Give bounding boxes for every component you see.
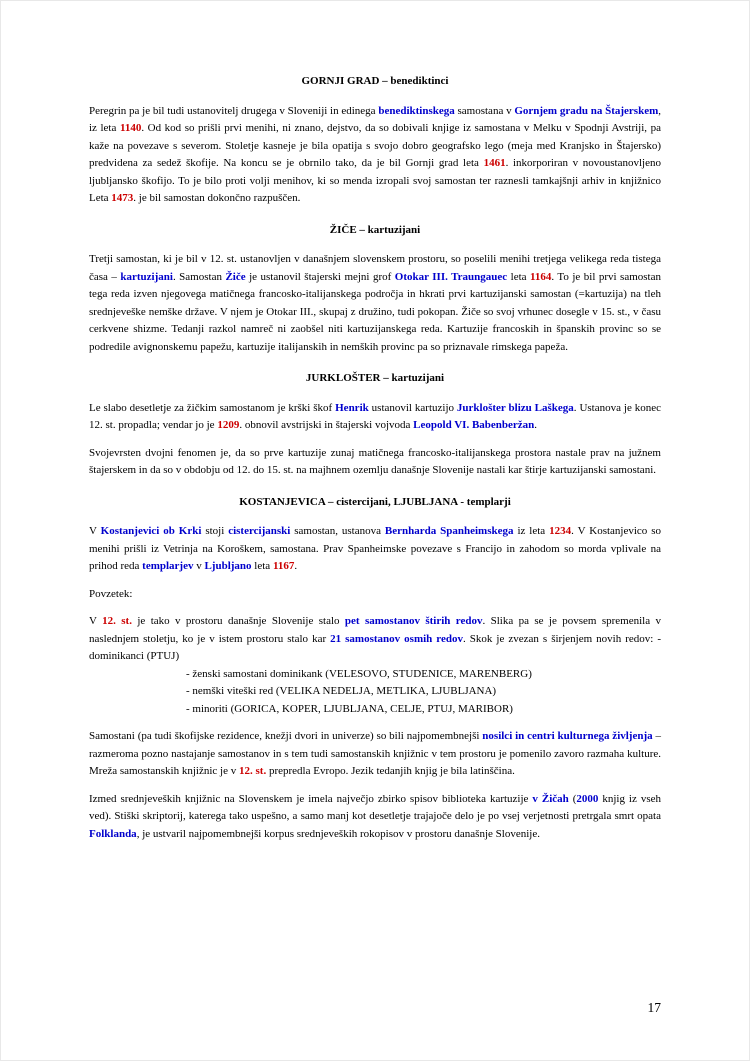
paragraph — [89, 445, 664, 480]
text-run: - ženski samostani dominikank (VELESOVO, STUDENICE, MARENBERG) — [186, 667, 532, 680]
text-run: ustanovil kartuzijo — [368, 401, 457, 414]
text-run: prepredla Evropo. Jezik tedanjih knjig je bila latinščina. — [266, 765, 515, 777]
text-run: Povzetek: — [89, 587, 133, 600]
highlighted-text-run: Folklanda — [89, 827, 137, 840]
text-run: knjig iz vseh ved). Stiški skriptorij, katerega tako uspešno, a samo manj kot desetletje trajajoče delo je po vsej verjetnosti pretrgala smrt opata — [89, 792, 664, 822]
text-run: stoji — [201, 525, 229, 537]
highlighted-text-run: 12. st. — [239, 765, 267, 777]
highlighted-text-run: Bernharda Spanheimskega — [384, 525, 514, 537]
highlighted-text-run: Otokar III. Traungauec — [394, 270, 508, 283]
highlighted-text-run: 1234 — [549, 525, 572, 537]
text-run: je tako v prostoru današnje Slovenije stalo — [131, 615, 345, 627]
highlighted-text-run: benediktinskega — [378, 104, 455, 117]
text-run: – razmeroma pozno nastajanje samostanov in s tem tudi samostanskih knjižnic v tem prostoru je pomenilo zavoro razmaha kulture. Mreža samostanskih knjižnic je v — [89, 730, 664, 777]
document-body — [1, 1, 749, 843]
text-run: V — [89, 615, 103, 627]
highlighted-text-run: 1167 — [272, 560, 295, 572]
highlighted-text-run: 1164 — [530, 270, 552, 283]
text-run: samostana v — [454, 104, 515, 117]
text-run: . je bil samostan dokončno razpuščen. — [133, 192, 301, 204]
section-heading — [89, 222, 661, 240]
highlighted-text-run: 21 samostanov osmih redov — [330, 632, 463, 645]
highlighted-text-run: 1473 — [111, 192, 134, 204]
highlighted-text-run: kartuzijani — [120, 270, 173, 283]
text-run: Peregrin pa je bil tudi ustanovitelj drugega v Sloveniji in edinega — [89, 104, 379, 117]
text-run: KOSTANJEVICA – cistercijani, LJUBLJANA - templarji — [239, 495, 511, 508]
text-run: . Slika pa se je povsem spremenila v naslednjem stoletju, ko je v istem prostoru stalo kar — [89, 615, 664, 645]
text-run: je ustanovil štajerski mejni grof — [245, 270, 395, 283]
text-run: - nemški viteški red (VELIKA NEDELJA, METLIKA, LJUBLJANA) — [186, 685, 497, 697]
text-run: ( — [568, 792, 577, 805]
section-heading — [89, 73, 661, 91]
highlighted-text-run: nosilci in centri kulturnega življenja — [482, 730, 653, 742]
paragraph — [89, 523, 664, 576]
highlighted-text-run: 12. st. — [102, 615, 132, 627]
highlighted-text-run: cistercijanski — [228, 525, 291, 537]
text-run: . V Kostanjevico so menihi prišli iz Vetrinja na Koroškem, samostana. Prav Spanheimske povezave s Francijo in zahodom so morda vplivale na prihod reda — [89, 525, 664, 572]
text-run: . — [294, 560, 298, 572]
text-run: Izmed srednjeveških knjižnic na Slovenskem je imela največjo zbirko spisov biblioteka kartuzije — [89, 792, 533, 805]
highlighted-text-run: templarjev — [142, 560, 194, 572]
text-run: . — [534, 419, 538, 431]
highlighted-text-run: Leopold VI. Babenberžan — [413, 419, 535, 431]
page-number: 17 — [647, 1000, 661, 1015]
highlighted-text-run: Henrik — [335, 401, 369, 414]
text-run: - minoriti (GORICA, KOPER, LJUBLJANA, CELJE, PTUJ, MARIBOR) — [186, 702, 513, 715]
paragraph — [89, 251, 664, 356]
section-heading — [89, 494, 661, 512]
text-run: v — [193, 560, 205, 572]
text-run: , iz leta — [89, 104, 664, 134]
text-run: iz leta — [513, 525, 550, 537]
paragraph — [89, 103, 664, 208]
text-run: GORNJI GRAD – benediktinci — [301, 75, 449, 87]
indented-line — [186, 701, 661, 719]
text-run: . To je bil prvi samostan tega reda izven njegovega matičnega francosko-italijanskega področja in hkrati prvi kartuzijanski samostan (=kartuzija) na tleh srednjeveške nemške države. V njem je Otokar III., skupaj z družino, tudi pokopan. Žiče so svoj vrhunec dosegle v 15. st., v času cerkvene shizme. Tedanji razkol namreč ni zaobšel niti kartuzijanskega reda. Kartuzije francoskih in španskih provinc so se podredile avignonskemu papežu, kartuzije italijanskih in nemških provinc pa so priznavale rimskega papeža. — [89, 270, 664, 353]
indented-line — [186, 666, 661, 684]
text-run: Le slabo desetletje za žičkim samostanom je krški škof — [89, 401, 336, 414]
paragraph — [89, 613, 667, 666]
paragraph — [89, 791, 664, 844]
text-run: samostan, ustanova — [290, 525, 385, 537]
highlighted-text-run: Gornjem gradu na Štajerskem — [514, 104, 659, 117]
text-run: ŽIČE – kartuzijani — [329, 223, 421, 236]
text-run: leta — [507, 270, 530, 283]
text-run: Samostani (pa tudi škofijske rezidence, knežji dvori in univerze) so bili najpomembnejši — [89, 730, 483, 742]
highlighted-text-run: Ljubljano — [204, 560, 252, 572]
highlighted-text-run: 2000 — [576, 792, 599, 805]
indented-line — [186, 683, 661, 701]
text-run: , je ustvaril najpomembnejši korpus srednjeveških rokopisov v prostoru današnje Slovenije. — [136, 827, 540, 840]
highlighted-text-run: 1461 — [483, 157, 506, 169]
highlighted-text-run: v Žičah — [532, 792, 569, 805]
section-heading — [89, 370, 661, 388]
highlighted-text-run: Jurklošter blizu Laškega — [456, 401, 574, 414]
highlighted-text-run: pet samostanov štirih redov — [344, 615, 483, 627]
text-run: V — [89, 525, 101, 537]
text-run: . Samostan — [172, 270, 226, 283]
text-run: . Od kod so prišli prvi menihi, ni znano, dejstvo, da so dobivali knjige iz samostana v Melku v Spodnji Avstriji, pa kaže na povezave s severom. Stoletje kasneje je bila opatija s svojo dobro geografsko lego (meja med Kranjsko in Štajersko) predvidena za sedež škofije. Na koncu se je obrnilo tako, da je bil Gornji grad leta — [89, 122, 664, 169]
highlighted-text-run: 1209 — [217, 419, 240, 431]
paragraph — [89, 586, 661, 604]
highlighted-text-run: Žiče — [225, 270, 246, 283]
text-run: . inkorporiran v novoustanovljeno ljubljansko škofijo. To je bilo proti volji menihov, ki so menda izropali svoj samostan ter raznesli tamkajšnji arhiv in knjižnico Leta — [89, 157, 664, 204]
paragraph — [89, 728, 664, 781]
text-run: JURKLOŠTER – kartuzijani — [305, 372, 445, 384]
text-run: leta — [251, 560, 273, 572]
text-run: . Ustanova je konec 12. st. propadla; vendar jo je — [89, 401, 664, 431]
text-run: Svojevrsten dvojni fenomen je, da so prve kartuzije zunaj matičnega francosko-italijanskega prostora nastale prav na južnem štajerskem in da so v obdobju od 12. do 15. st. na majhnem ozemlju današnje Slovenije nastali kar štirje kartuzijanski samostani. — [89, 446, 664, 476]
text-run: . Skok je zvezan s širjenjem novih redov: - dominikanci (PTUJ) — [89, 632, 667, 662]
text-run: Tretji samostan, ki je bil v 12. st. ustanovljen v današnjem slovenskem prostoru, so poselili menihi tretjega velikega reda tistega časa – — [89, 253, 664, 283]
highlighted-text-run: 1140 — [119, 122, 142, 134]
paragraph — [89, 400, 664, 435]
text-run: . obnovil avstrijski in štajerski vojvoda — [239, 419, 414, 431]
highlighted-text-run: Kostanjevici ob Krki — [100, 525, 202, 537]
